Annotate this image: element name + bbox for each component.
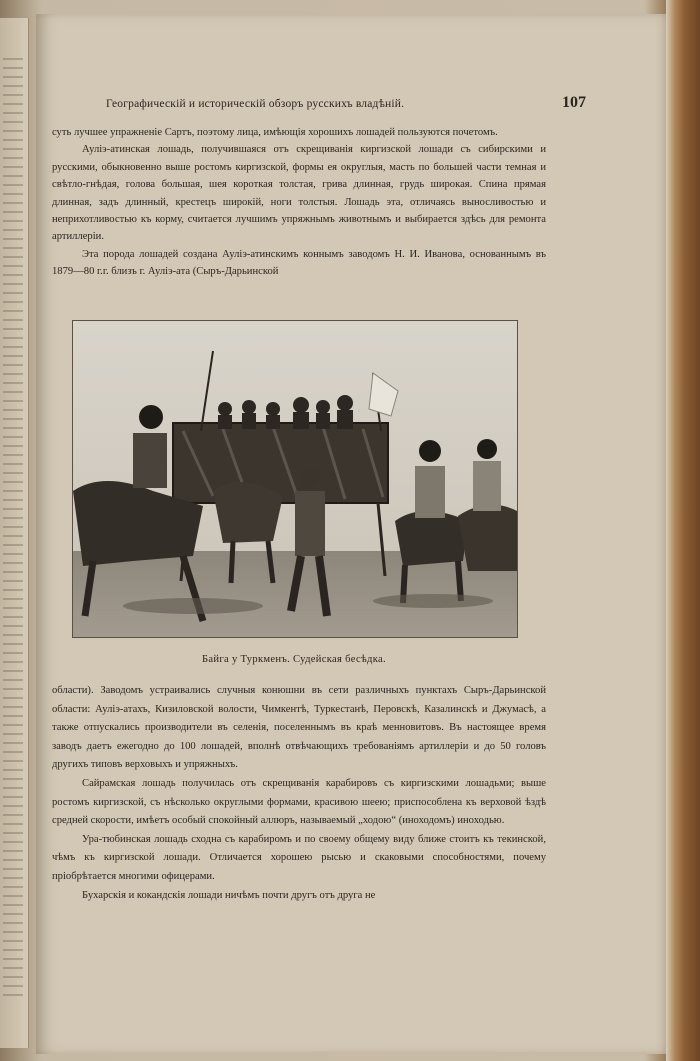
book-cover-edge [666,0,700,1061]
paragraph: Эта порода лошадей создана Ауліэ-атинскимъ коннымъ заводомъ Н. И. Ивановa, основаннымъ въ 1879—80 г.г. близъ г. Ауліэ-ата (Сыръ-Дарьинской [52,248,546,278]
bottom-text-block [52,682,546,905]
paragraph: Ауліэ-атинская лошадь, получившаяся отъ скрещиванія киргизской лошади съ сибирскими и русскими, обыкновенно выше ростомъ киргизской, формы ея округлыя, масть по большей части темная и свѣтло-гнѣдая, голова большая, шея короткая толстая, грива длинная, грудь широкая. Спина прямая длинная, задъ длинный, крестецъ широкій, ноги толстыя. Лошадь эта, отличаясь выносливостью и неприхотливостью къ корму, считается лучшимъ упряжнымъ животнымъ и выбирается здѣсь для ремонта артиллеріи. [52,144,546,243]
paragraph: Сайрамская лошадь получилась отъ скрещиванія карабировъ съ киргизскими лошадьми; выше ростомъ киргизской, съ нѣсколько округлыми формами, красивою шеею; приспособлена къ верховой ѣздѣ средней скорости, имѣетъ особый спокойный аллюръ, называемый „ходою“ (иноходомъ) иноходью. [52,777,546,827]
paragraph: области). Заводомъ устраивались случныя конюшни въ сети различныхъ пунктахъ Сыръ-Дарьинской области: Ауліэ-атахъ, Кизиловской волости, Чимкентѣ, Туркестанѣ, Перовскѣ, Казалинскѣ и Джумасѣ, а также отпускались производители въ селенія, поселеннымъ въ краѣ менновитовъ. Въ настоящее время заводъ даетъ ежегодно до 100 лошадей, вполнѣ отвѣчающихъ требованіямъ артиллеріи и до 50 головъ другихъ типовъ верховыхъ и упряжныхъ. [52,685,546,771]
paragraph: Бухарскія и кокандскія лошади ничѣмъ почти другъ отъ друга не [82,889,376,901]
book-page [36,14,666,1054]
page-header [106,94,586,118]
paragraph: суть лучшее упражненіе Сартъ, поэтому лица, имѣющія хорошихъ лошадей пользуются почетомъ. [52,127,498,138]
paragraph: Ура-тюбинская лошадь сходна съ карабиромъ и по своему общему виду ближе стоитъ къ текинской, чѣмъ къ киргизской лошади. Отличается хорошею рысью и скаковыми способностями, почему пріобрѣтается многими офицерами. [52,833,546,882]
top-text-block [52,124,546,281]
figure-caption: Байга у Туркменъ. Судейская бесѣдка. [202,654,386,665]
page-number: 107 [562,94,586,111]
photograph-horsemen [72,320,518,638]
running-head: Географическій и историческій обзоръ русскихъ владѣній. [106,98,405,110]
left-page-edge [0,18,29,1048]
